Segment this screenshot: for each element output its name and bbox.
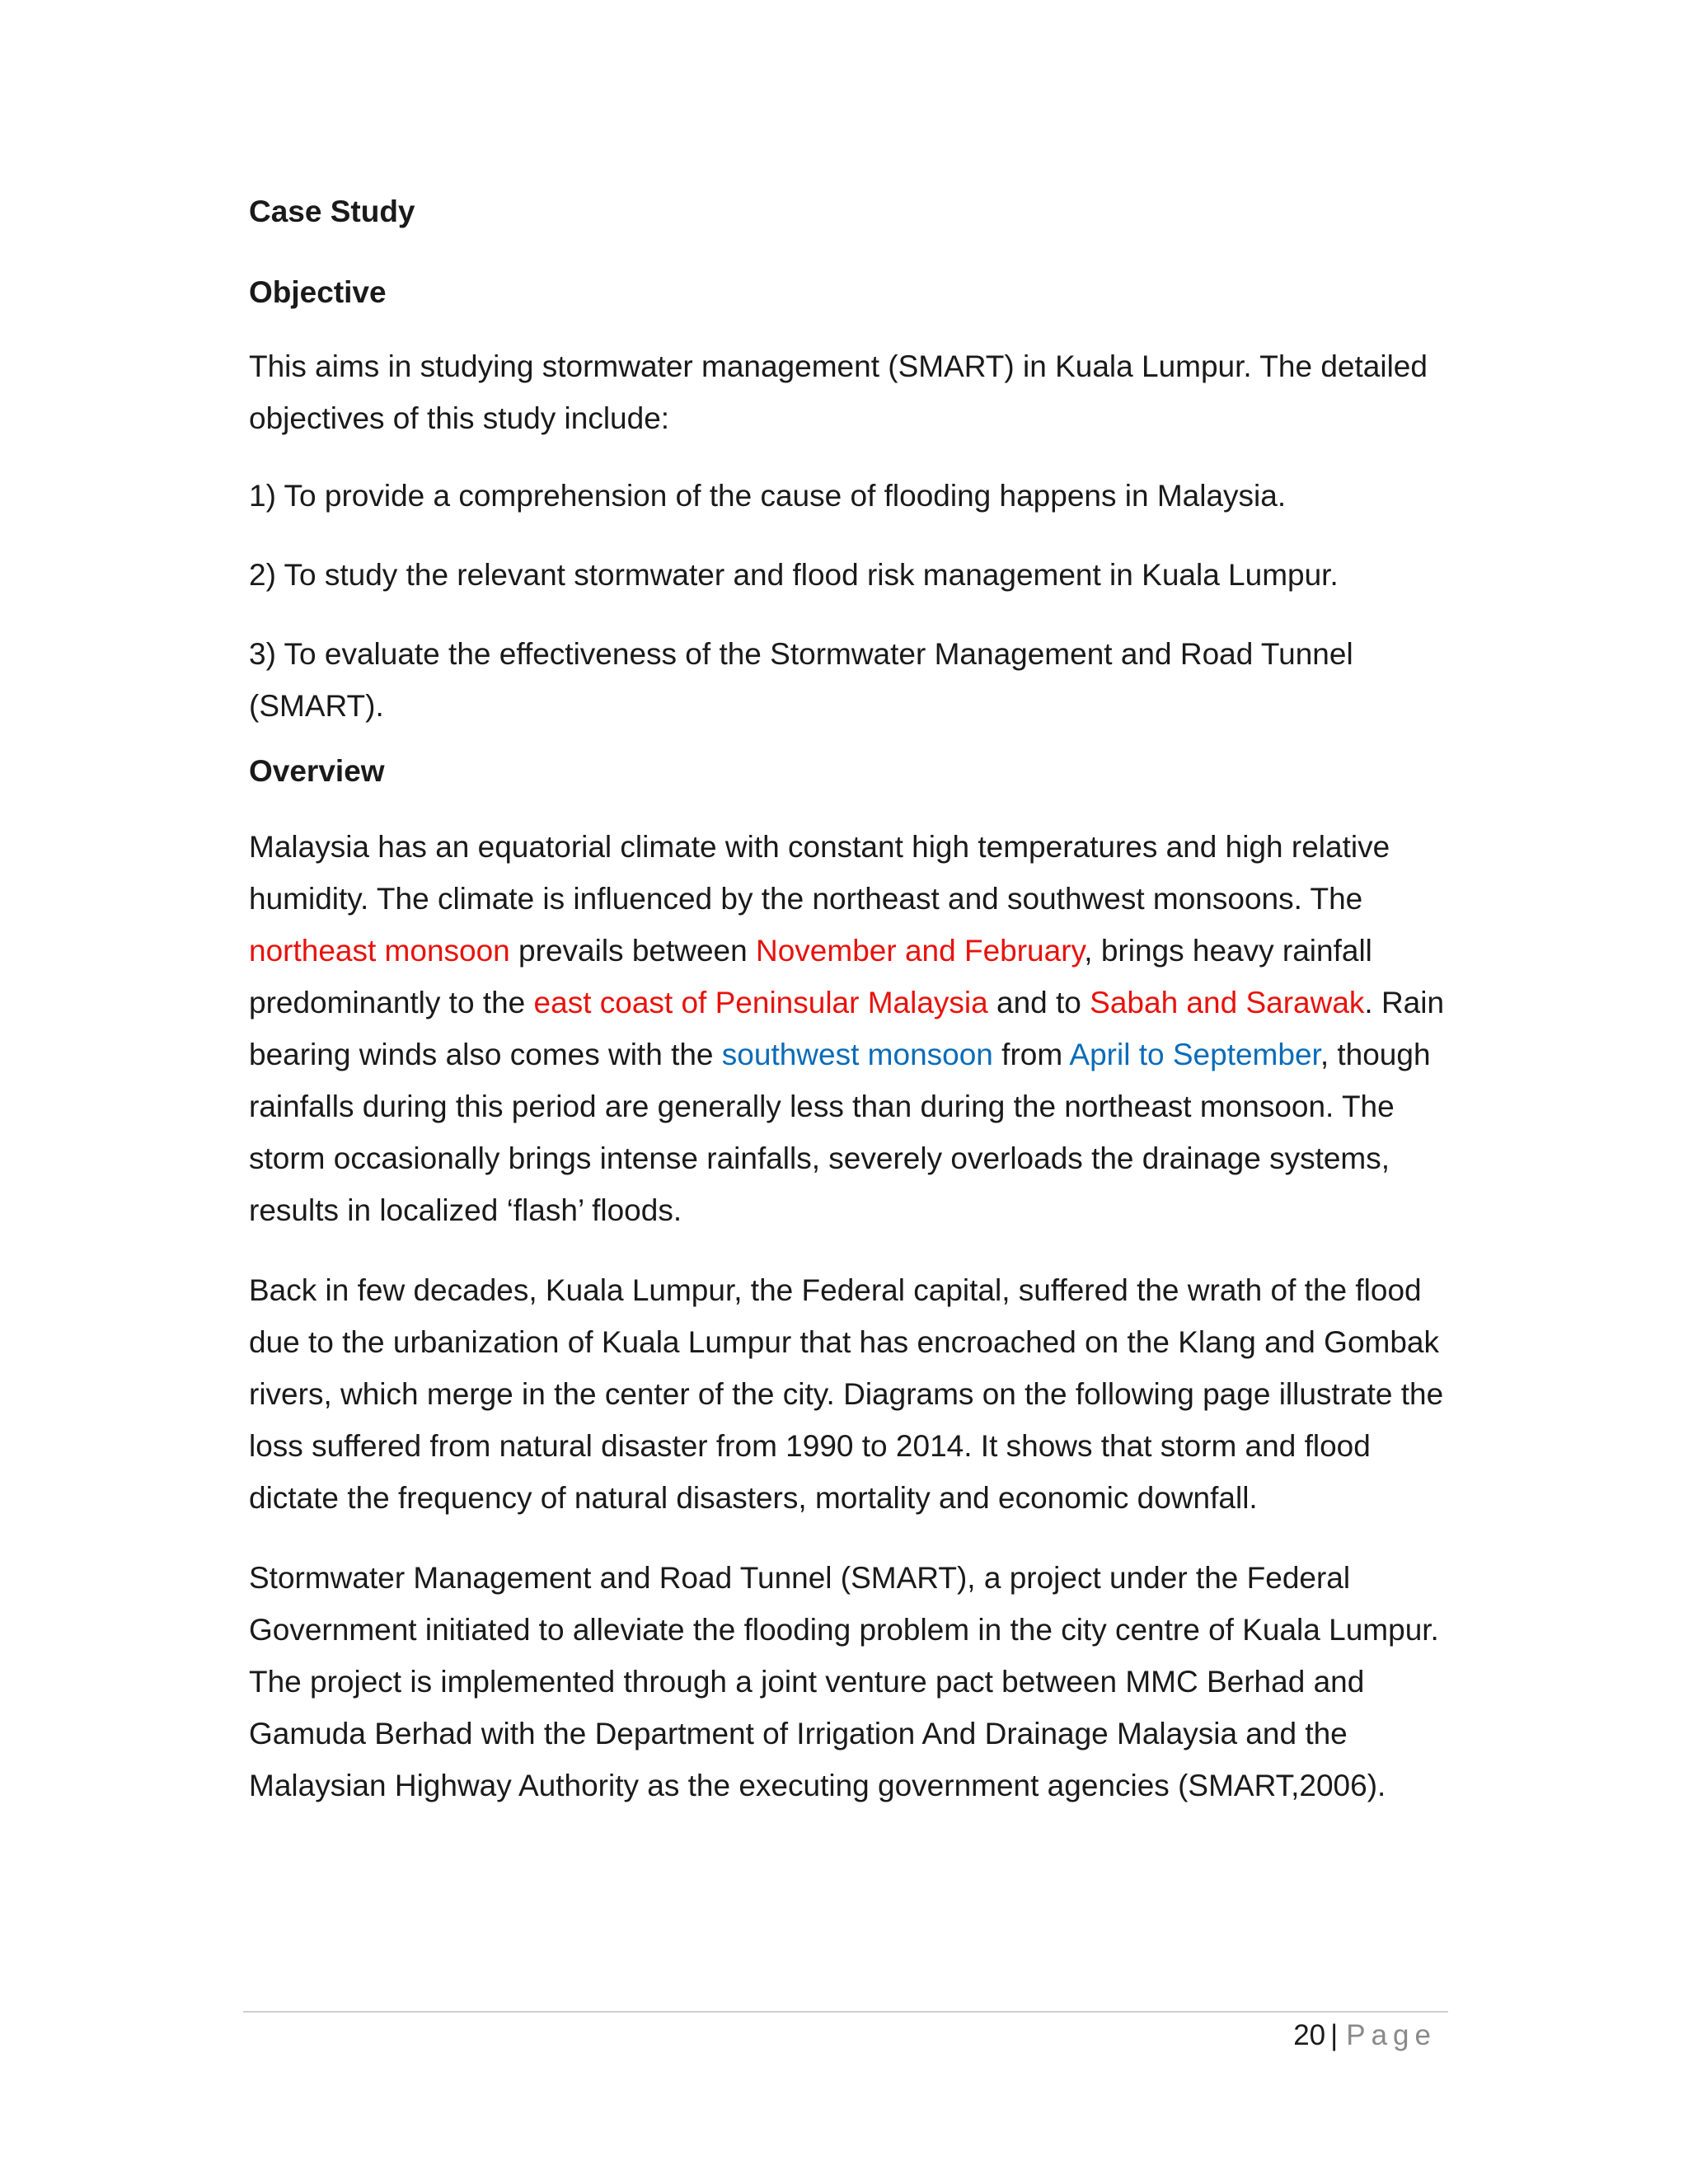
highlight-east-coast: east coast of Peninsular Malaysia: [533, 986, 988, 1019]
highlight-april-september: April to September: [1069, 1038, 1320, 1071]
heading-objective: Objective: [249, 275, 387, 309]
highlight-sabah-sarawak: Sabah and Sarawak: [1090, 986, 1365, 1019]
heading-overview: Overview: [249, 754, 385, 788]
heading-case-study: Case Study: [249, 194, 415, 228]
overview-p1-text: Malaysia has an equatorial climate with constant high temperatures and high relative humidity. The climate is influenced by the northeast and southwest monsoons. The: [249, 830, 1390, 916]
footer-divider: [243, 2011, 1448, 2013]
objective-item-1: 1) To provide a comprehension of the cause of flooding happens in Malaysia.: [249, 479, 1287, 513]
highlight-southwest-monsoon: southwest monsoon: [721, 1038, 993, 1071]
overview-p1-text: and to: [987, 986, 1090, 1019]
overview-paragraph-1: [249, 821, 1452, 1236]
overview-p1-text: . Rain bearing winds also comes with the: [249, 986, 1445, 1071]
page-label: Page: [1346, 2019, 1437, 2051]
overview-p1-text: , brings heavy rainfall predominantly to the: [249, 934, 1372, 1019]
overview-p1-text: from: [992, 1038, 1070, 1071]
highlight-november-february: November and February: [756, 934, 1085, 968]
overview-p1-text: , though rainfalls during this period are generally less than during the northeast monsoon. The storm occasionally brings intense rainfalls, severely overloads the drainage systems, results in localized ‘flash’ floods.: [249, 1038, 1431, 1227]
overview-paragraph-2: Back in few decades, Kuala Lumpur, the Federal capital, suffered the wrath of the flood due to the urbanization of Kuala Lumpur that has encroached on the Klang and Gombak rivers, which merge in the center of the city. Diagrams on the following page illustrate the loss suffered from natural disaster from 1990 to 2014. It shows that storm and flood dictate the frequency of natural disasters, mortality and economic downfall.: [249, 1273, 1444, 1515]
footer-separator: |: [1330, 2019, 1342, 2051]
page-footer: [1293, 2018, 1437, 2054]
page-content: [249, 194, 1452, 1811]
overview-paragraph-3: Stormwater Management and Road Tunnel (SMART), a project under the Federal Government initiated to alleviate the flooding problem in the city centre of Kuala Lumpur. The project is implemented through a joint venture pact between MMC Berhad and Gamuda Berhad with the Department of Irrigation And Drainage Malaysia and the Malaysian Highway Authority as the executing government agencies (SMART,2006).: [249, 1561, 1439, 1802]
objective-item-3: 3) To evaluate the effectiveness of the Stormwater Management and Road Tunnel (SMART).: [249, 637, 1353, 723]
page-number: 20: [1293, 2019, 1326, 2051]
objective-intro: This aims in studying stormwater management (SMART) in Kuala Lumpur. The detailed objectives of this study include:: [249, 349, 1428, 435]
overview-p1-text: prevails between: [509, 934, 756, 968]
objective-item-2: 2) To study the relevant stormwater and flood risk management in Kuala Lumpur.: [249, 558, 1339, 592]
highlight-northeast-monsoon: northeast monsoon: [249, 934, 510, 968]
